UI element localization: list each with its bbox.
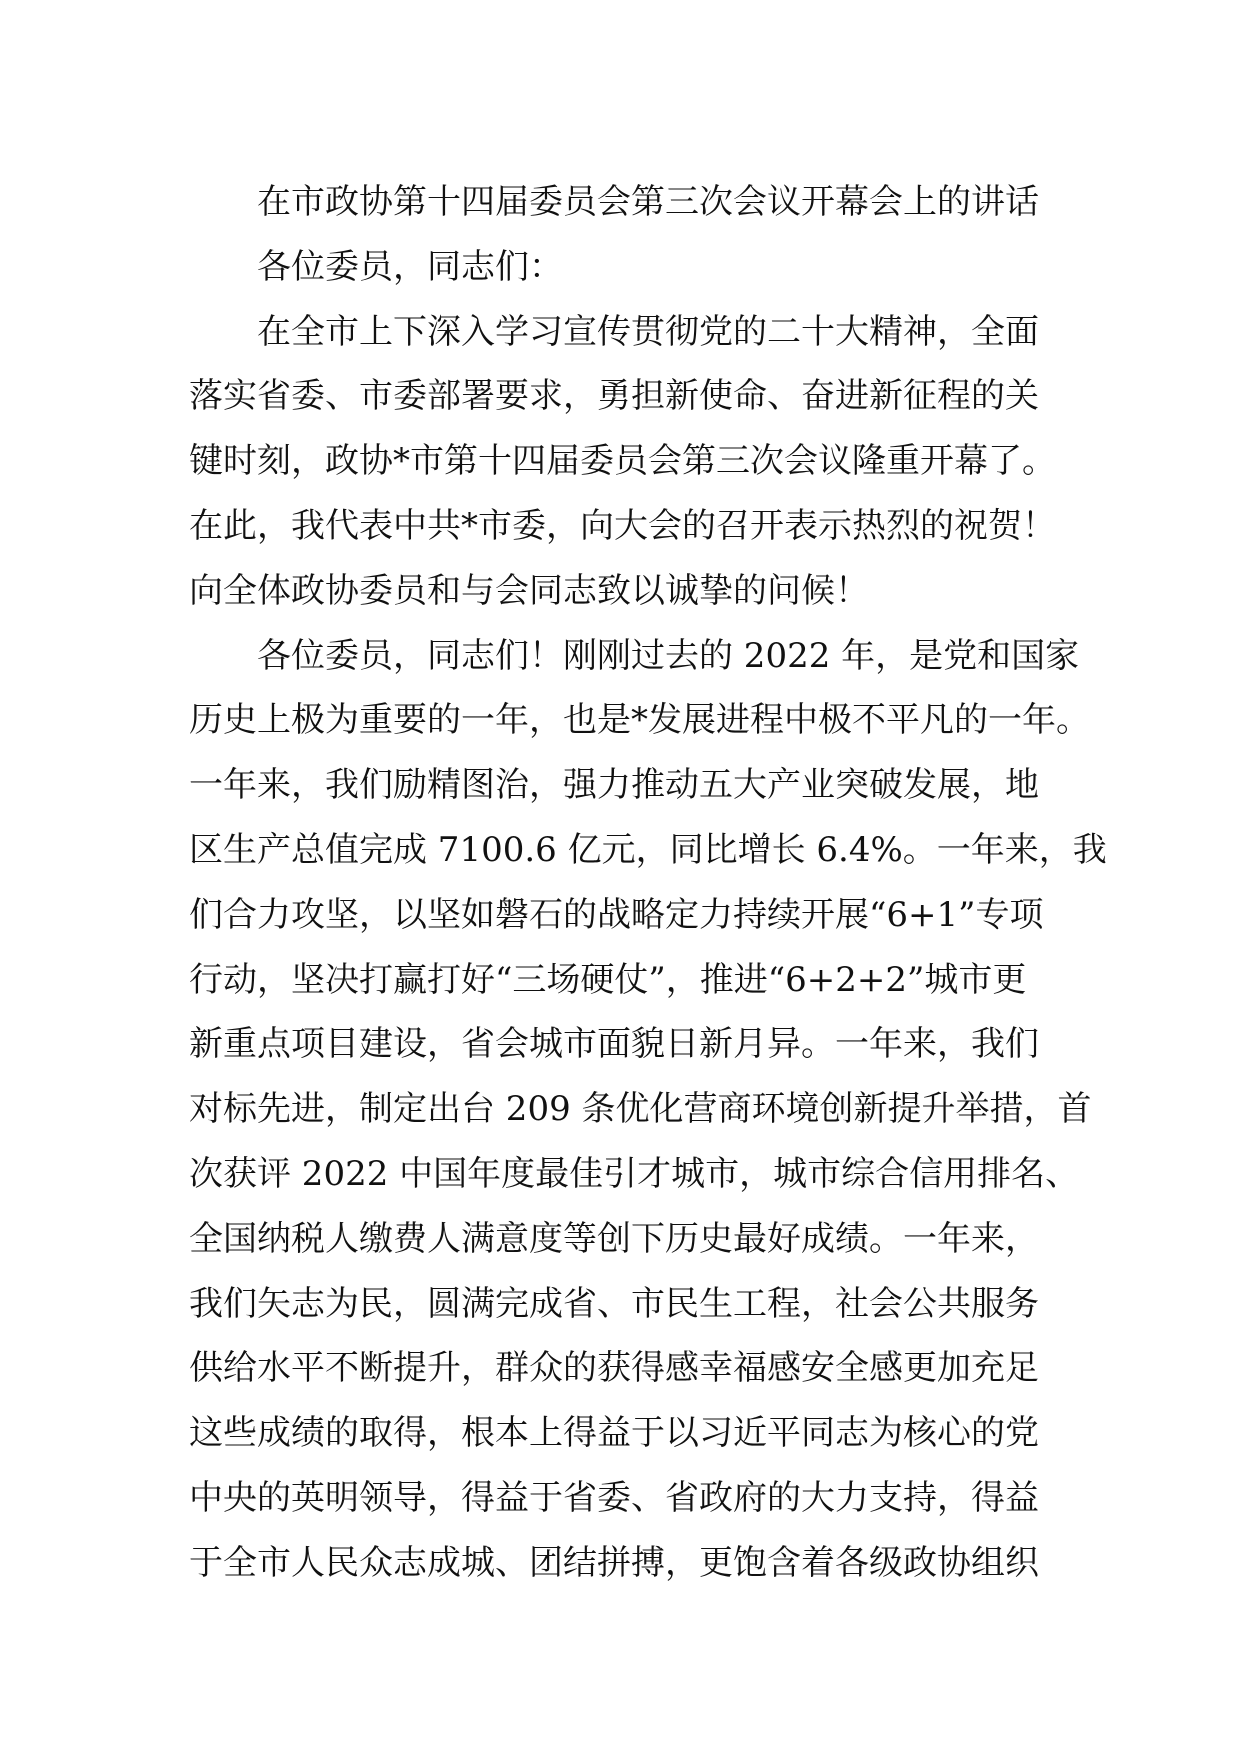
paragraph-line: 于全市人民众志成城、团结拼搏，更饱含着各级政协组织 <box>189 1542 1039 1583</box>
speech-title: 在市政协第十四届委员会第三次会议开幕会上的讲话 <box>257 182 1039 222</box>
paragraph-line: 们合力攻坚，以坚如磐石的战略定力持续开展“6+1”专项 <box>189 894 1044 935</box>
paragraph-line: 一年来，我们励精图治，强力推动五大产业突破发展，地 <box>189 765 1039 806</box>
paragraph-line: 中央的英明领导，得益于省委、省政府的大力支持，得益 <box>189 1477 1039 1518</box>
paragraph-line: 全国纳税人缴费人满意度等创下历史最好成绩。一年来， <box>189 1218 1039 1259</box>
paragraph-line: 落实省委、市委部署要求，勇担新使命、奋进新征程的关 <box>189 376 1039 417</box>
paragraph-line: 我们矢志为民，圆满完成省、市民生工程，社会公共服务 <box>189 1283 1039 1324</box>
paragraph-line: 向全体政协委员和与会同志致以诚挚的问候！ <box>189 570 869 611</box>
speech-text <box>189 170 1107 1596</box>
paragraph-line: 行动，坚决打赢打好“三场硬仗”，推进“6+2+2”城市更 <box>189 959 1027 1000</box>
salutation: 各位委员，同志们： <box>257 246 563 287</box>
paragraph-line: 键时刻，政协*市第十四届委员会第三次会议隆重开幕了。 <box>189 441 1056 482</box>
paragraph-line: 各位委员，同志们！刚刚过去的 2022 年，是党和国家 <box>257 635 1080 676</box>
paragraph-line: 供给水平不断提升，群众的获得感幸福感安全感更加充足 <box>189 1348 1039 1389</box>
paragraph-line: 历史上极为重要的一年，也是*发展进程中极不平凡的一年。 <box>189 700 1090 741</box>
paragraph-line: 次获评 2022 中国年度最佳引才城市，城市综合信用排名、 <box>189 1153 1080 1194</box>
paragraph-line: 对标先进，制定出台 209 条优化营商环境创新提升举措，首 <box>189 1089 1092 1130</box>
paragraph-line: 这些成绩的取得，根本上得益于以习近平同志为核心的党 <box>189 1413 1039 1454</box>
paragraph-line: 在全市上下深入学习宣传贯彻党的二十大精神，全面 <box>257 311 1039 352</box>
paragraph-line: 在此，我代表中共*市委，向大会的召开表示热烈的祝贺！ <box>189 505 1056 546</box>
paragraph-line: 区生产总值完成 7100.6 亿元，同比增长 6.4%。一年来，我 <box>189 829 1107 870</box>
paragraph-line: 新重点项目建设，省会城市面貌日新月异。一年来，我们 <box>189 1024 1039 1065</box>
